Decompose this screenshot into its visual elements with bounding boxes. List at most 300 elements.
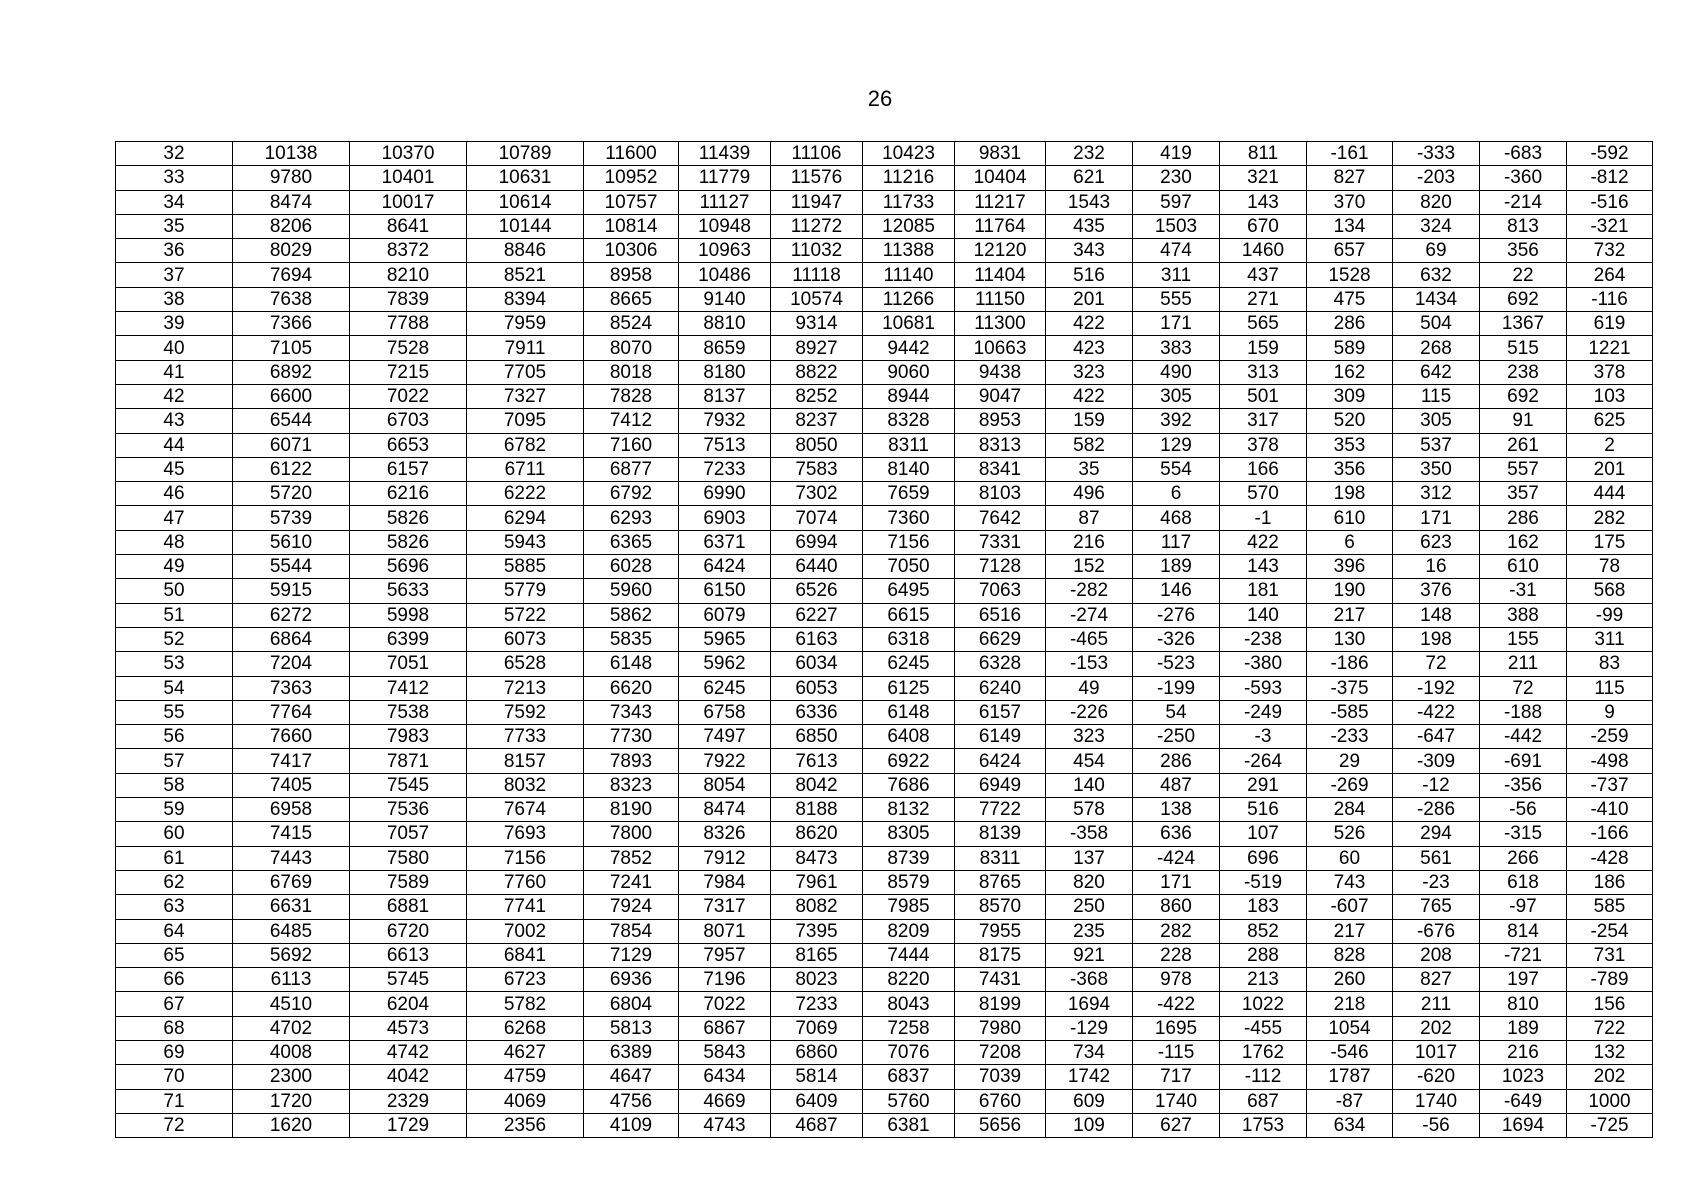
row-index-cell: 62 [116, 870, 233, 894]
row-index-cell: 33 [116, 166, 233, 190]
table-cell: 7659 [863, 482, 955, 506]
table-cell: 8659 [679, 336, 771, 360]
table-cell: 8311 [863, 433, 955, 457]
row-index-cell: 68 [116, 1016, 233, 1040]
table-cell: 201 [1046, 287, 1133, 311]
row-index-cell: 70 [116, 1065, 233, 1089]
row-index-cell: 61 [116, 846, 233, 870]
table-cell: 7002 [467, 919, 584, 943]
table-cell: 117 [1133, 530, 1220, 554]
table-cell: 6034 [771, 652, 863, 676]
table-cell: 230 [1133, 166, 1220, 190]
table-cell: 717 [1133, 1065, 1220, 1089]
table-cell: 202 [1393, 1016, 1480, 1040]
table-cell: 555 [1133, 287, 1220, 311]
table-cell: 350 [1393, 457, 1480, 481]
table-cell: 7105 [233, 336, 350, 360]
table-cell: 610 [1480, 555, 1567, 579]
table-cell: 7258 [863, 1016, 955, 1040]
table-cell: 129 [1133, 433, 1220, 457]
table-cell: 8474 [679, 798, 771, 822]
table-cell: -592 [1567, 142, 1653, 166]
table-cell: 6877 [584, 457, 679, 481]
table-cell: 7538 [350, 700, 467, 724]
row-index-cell: 60 [116, 822, 233, 846]
table-cell: 11388 [863, 239, 955, 263]
table-cell: -264 [1220, 749, 1307, 773]
table-cell: 6424 [955, 749, 1046, 773]
table-cell: 1694 [1480, 1113, 1567, 1137]
table-cell: 11106 [771, 142, 863, 166]
row-index-cell: 63 [116, 895, 233, 919]
table-cell: -23 [1393, 870, 1480, 894]
table-cell: -269 [1307, 773, 1393, 797]
table-cell: 565 [1220, 312, 1307, 336]
table-cell: 5814 [771, 1065, 863, 1089]
table-cell: -233 [1307, 725, 1393, 749]
table-cell: 8620 [771, 822, 863, 846]
table-cell: 6434 [679, 1065, 771, 1089]
table-cell: -721 [1480, 943, 1567, 967]
table-cell: 7583 [771, 457, 863, 481]
table-cell: 8822 [771, 360, 863, 384]
table-cell: -368 [1046, 968, 1133, 992]
table-cell: 8372 [350, 239, 467, 263]
table-cell: 4702 [233, 1016, 350, 1040]
table-cell: 820 [1393, 190, 1480, 214]
table-cell: 6528 [467, 652, 584, 676]
table-cell: -87 [1307, 1089, 1393, 1113]
table-cell: 6268 [467, 1016, 584, 1040]
table-cell: 6495 [863, 579, 955, 603]
table-cell: 140 [1220, 603, 1307, 627]
table-cell: 8071 [679, 919, 771, 943]
table-cell: 6294 [467, 506, 584, 530]
table-cell: 8311 [955, 846, 1046, 870]
table-cell: 130 [1307, 627, 1393, 651]
table-cell: 7893 [584, 749, 679, 773]
table-row [116, 482, 1653, 506]
table-cell: 7343 [584, 700, 679, 724]
table-cell: 8810 [679, 312, 771, 336]
table-cell: 8765 [955, 870, 1046, 894]
table-cell: 6994 [771, 530, 863, 554]
table-cell: 12120 [955, 239, 1046, 263]
table-cell: 260 [1307, 968, 1393, 992]
table-cell: 6113 [233, 968, 350, 992]
table-cell: 6216 [350, 482, 467, 506]
table-cell: 91 [1480, 409, 1567, 433]
table-cell: 8641 [350, 214, 467, 238]
table-cell: 7417 [233, 749, 350, 773]
table-cell: 115 [1393, 384, 1480, 408]
table-cell: 356 [1307, 457, 1393, 481]
table-cell: 828 [1307, 943, 1393, 967]
table-cell: 6804 [584, 992, 679, 1016]
table-cell: 8180 [679, 360, 771, 384]
table-cell: 8394 [467, 287, 584, 311]
table-cell: 357 [1480, 482, 1567, 506]
table-cell: 7839 [350, 287, 467, 311]
table-cell: 10789 [467, 142, 584, 166]
table-row [116, 700, 1653, 724]
table-cell: -129 [1046, 1016, 1133, 1040]
table-cell: 6240 [955, 676, 1046, 700]
table-cell: 1720 [233, 1089, 350, 1113]
row-index-cell: 42 [116, 384, 233, 408]
table-cell: 6245 [679, 676, 771, 700]
table-cell: 1528 [1307, 263, 1393, 287]
table-cell: 8739 [863, 846, 955, 870]
table-cell: 159 [1220, 336, 1307, 360]
table-cell: 5843 [679, 1040, 771, 1064]
table-cell: 6792 [584, 482, 679, 506]
table-cell: 6760 [955, 1089, 1046, 1113]
table-cell: 6850 [771, 725, 863, 749]
table-cell: -607 [1307, 895, 1393, 919]
row-index-cell: 38 [116, 287, 233, 311]
table-cell: 5998 [350, 603, 467, 627]
table-row [116, 822, 1653, 846]
table-cell: 8132 [863, 798, 955, 822]
table-cell: 35 [1046, 457, 1133, 481]
table-cell: 7156 [467, 846, 584, 870]
table-cell: 1694 [1046, 992, 1133, 1016]
table-cell: 10486 [679, 263, 771, 287]
table-cell: 11032 [771, 239, 863, 263]
table-cell: 6053 [771, 676, 863, 700]
table-cell: -585 [1307, 700, 1393, 724]
table-cell: 9060 [863, 360, 955, 384]
table-cell: 6272 [233, 603, 350, 627]
row-index-cell: 72 [116, 1113, 233, 1137]
table-cell: 6245 [863, 652, 955, 676]
table-cell: 734 [1046, 1040, 1133, 1064]
table-cell: 72 [1480, 676, 1567, 700]
table-cell: 10963 [679, 239, 771, 263]
table-cell: 7443 [233, 846, 350, 870]
table-cell: 202 [1567, 1065, 1653, 1089]
table-cell: 454 [1046, 749, 1133, 773]
table-cell: 8029 [233, 239, 350, 263]
table-cell: 7528 [350, 336, 467, 360]
table-cell: 216 [1480, 1040, 1567, 1064]
table-cell: 827 [1393, 968, 1480, 992]
table-cell: 6148 [863, 700, 955, 724]
table-cell: 487 [1133, 773, 1220, 797]
table-cell: -516 [1567, 190, 1653, 214]
table-cell: 1000 [1567, 1089, 1653, 1113]
table-cell: 619 [1567, 312, 1653, 336]
table-cell: 1740 [1393, 1089, 1480, 1113]
table-cell: 6711 [467, 457, 584, 481]
table-cell: 5745 [350, 968, 467, 992]
table-row [116, 943, 1653, 967]
table-cell: 813 [1480, 214, 1567, 238]
table-cell: 78 [1567, 555, 1653, 579]
table-cell: 7208 [955, 1040, 1046, 1064]
table-row [116, 166, 1653, 190]
table-cell: 6227 [771, 603, 863, 627]
table-cell: 5813 [584, 1016, 679, 1040]
table-cell: 8140 [863, 457, 955, 481]
table-cell: 625 [1567, 409, 1653, 433]
table-row [116, 603, 1653, 627]
table-cell: -620 [1393, 1065, 1480, 1089]
table-cell: 159 [1046, 409, 1133, 433]
table-cell: 6485 [233, 919, 350, 943]
table-cell: 827 [1307, 166, 1393, 190]
table-cell: 8018 [584, 360, 679, 384]
table-cell: 810 [1480, 992, 1567, 1016]
row-index-cell: 65 [116, 943, 233, 967]
table-cell: -188 [1480, 700, 1567, 724]
table-cell: 8157 [467, 749, 584, 773]
table-cell: 7076 [863, 1040, 955, 1064]
table-cell: -725 [1567, 1113, 1653, 1137]
table-cell: 189 [1133, 555, 1220, 579]
table-cell: 162 [1307, 360, 1393, 384]
table-cell: 7074 [771, 506, 863, 530]
table-cell: -691 [1480, 749, 1567, 773]
table-cell: 250 [1046, 895, 1133, 919]
table-cell: -274 [1046, 603, 1133, 627]
table-row [116, 1113, 1653, 1137]
table-cell: 520 [1307, 409, 1393, 433]
table-cell: 568 [1567, 579, 1653, 603]
table-row [116, 360, 1653, 384]
table-cell: 7545 [350, 773, 467, 797]
table-cell: -115 [1133, 1040, 1220, 1064]
table-cell: 437 [1220, 263, 1307, 287]
table-cell: 271 [1220, 287, 1307, 311]
table-cell: 8032 [467, 773, 584, 797]
table-cell: 7705 [467, 360, 584, 384]
table-cell: 311 [1133, 263, 1220, 287]
table-cell: 8206 [233, 214, 350, 238]
table-cell: 6631 [233, 895, 350, 919]
table-cell: 370 [1307, 190, 1393, 214]
table-cell: 137 [1046, 846, 1133, 870]
table-cell: 235 [1046, 919, 1133, 943]
table-cell: 8521 [467, 263, 584, 287]
table-cell: 392 [1133, 409, 1220, 433]
table-cell: 526 [1307, 822, 1393, 846]
table-cell: -203 [1393, 166, 1480, 190]
table-cell: -519 [1220, 870, 1307, 894]
table-row [116, 287, 1653, 311]
table-cell: 11127 [679, 190, 771, 214]
table-cell: 4627 [467, 1040, 584, 1064]
table-cell: 6958 [233, 798, 350, 822]
table-cell: 268 [1393, 336, 1480, 360]
table-cell: 7360 [863, 506, 955, 530]
table-cell: 5915 [233, 579, 350, 603]
table-cell: 7233 [771, 992, 863, 1016]
table-row [116, 652, 1653, 676]
table-cell: 7405 [233, 773, 350, 797]
table-cell: 7911 [467, 336, 584, 360]
table-cell: 6703 [350, 409, 467, 433]
table-cell: 5544 [233, 555, 350, 579]
row-index-cell: 52 [116, 627, 233, 651]
table-cell: -214 [1480, 190, 1567, 214]
row-index-cell: 54 [116, 676, 233, 700]
table-cell: 7730 [584, 725, 679, 749]
table-cell: 305 [1393, 409, 1480, 433]
table-cell: 516 [1046, 263, 1133, 287]
table-cell: 87 [1046, 506, 1133, 530]
row-index-cell: 64 [116, 919, 233, 943]
table-cell: 6841 [467, 943, 584, 967]
table-cell: 8188 [771, 798, 863, 822]
table-cell: 732 [1567, 239, 1653, 263]
table-cell: 7241 [584, 870, 679, 894]
table-cell: -593 [1220, 676, 1307, 700]
table-cell: 162 [1480, 530, 1567, 554]
table-cell: 156 [1567, 992, 1653, 1016]
table-cell: 8323 [584, 773, 679, 797]
table-cell: 692 [1480, 384, 1567, 408]
table-cell: 7415 [233, 822, 350, 846]
table-cell: 6990 [679, 482, 771, 506]
table-cell: 7022 [350, 384, 467, 408]
table-cell: 282 [1567, 506, 1653, 530]
table-cell: 7095 [467, 409, 584, 433]
table-cell: 378 [1567, 360, 1653, 384]
table-cell: 5962 [679, 652, 771, 676]
table-cell: 29 [1307, 749, 1393, 773]
table-row [116, 749, 1653, 773]
table-cell: 636 [1133, 822, 1220, 846]
table-cell: -161 [1307, 142, 1393, 166]
table-cell: 197 [1480, 968, 1567, 992]
row-index-cell: 50 [116, 579, 233, 603]
table-cell: 5835 [584, 627, 679, 651]
table-cell: -249 [1220, 700, 1307, 724]
table-cell: 7959 [467, 312, 584, 336]
table-cell: 396 [1307, 555, 1393, 579]
table-cell: 8313 [955, 433, 1046, 457]
table-cell: 6440 [771, 555, 863, 579]
table-cell: 321 [1220, 166, 1307, 190]
row-index-cell: 47 [116, 506, 233, 530]
table-cell: 22 [1480, 263, 1567, 287]
table-cell: 474 [1133, 239, 1220, 263]
table-row [116, 214, 1653, 238]
table-cell: 557 [1480, 457, 1567, 481]
table-cell: 10574 [771, 287, 863, 311]
table-cell: 8305 [863, 822, 955, 846]
table-cell: 201 [1567, 457, 1653, 481]
table-cell: -442 [1480, 725, 1567, 749]
table-cell: 5722 [467, 603, 584, 627]
table-cell: 1460 [1220, 239, 1307, 263]
table-cell: 6864 [233, 627, 350, 651]
table-cell: -812 [1567, 166, 1653, 190]
table-cell: -259 [1567, 725, 1653, 749]
table-cell: 5760 [863, 1089, 955, 1113]
table-cell: 7204 [233, 652, 350, 676]
table-cell: 570 [1220, 482, 1307, 506]
table-cell: 8958 [584, 263, 679, 287]
table-cell: 4042 [350, 1065, 467, 1089]
table-cell: 8175 [955, 943, 1046, 967]
table-cell: 107 [1220, 822, 1307, 846]
table-cell: 11764 [955, 214, 1046, 238]
table-cell: 10138 [233, 142, 350, 166]
table-cell: -647 [1393, 725, 1480, 749]
table-cell: 4756 [584, 1089, 679, 1113]
table-cell: 10952 [584, 166, 679, 190]
table-cell: -410 [1567, 798, 1653, 822]
table-cell: 8199 [955, 992, 1046, 1016]
table-cell: 7854 [584, 919, 679, 943]
table-cell: 7536 [350, 798, 467, 822]
table-cell: 7592 [467, 700, 584, 724]
table-cell: 8252 [771, 384, 863, 408]
table-cell: 7764 [233, 700, 350, 724]
table-cell: 7984 [679, 870, 771, 894]
table-cell: 60 [1307, 846, 1393, 870]
table-cell: 475 [1307, 287, 1393, 311]
table-cell: 10948 [679, 214, 771, 238]
table-cell: 10663 [955, 336, 1046, 360]
table-cell: -358 [1046, 822, 1133, 846]
table-cell: 8082 [771, 895, 863, 919]
table-cell: 7233 [679, 457, 771, 481]
table-cell: -56 [1480, 798, 1567, 822]
table-cell: 4742 [350, 1040, 467, 1064]
table-cell: 6157 [350, 457, 467, 481]
table-cell: 7213 [467, 676, 584, 700]
table-cell: 186 [1567, 870, 1653, 894]
table-cell: 1503 [1133, 214, 1220, 238]
table-cell: 378 [1220, 433, 1307, 457]
row-index-cell: 40 [116, 336, 233, 360]
table-cell: 7069 [771, 1016, 863, 1040]
table-cell: 109 [1046, 1113, 1133, 1137]
table-cell: 5633 [350, 579, 467, 603]
table-cell: 11217 [955, 190, 1046, 214]
table-cell: 8137 [679, 384, 771, 408]
table-cell: 5862 [584, 603, 679, 627]
table-cell: -309 [1393, 749, 1480, 773]
row-index-cell: 43 [116, 409, 233, 433]
table-cell: 313 [1220, 360, 1307, 384]
table-cell: -424 [1133, 846, 1220, 870]
table-cell: 5965 [679, 627, 771, 651]
table-cell: 696 [1220, 846, 1307, 870]
table-cell: -737 [1567, 773, 1653, 797]
table-cell: 356 [1480, 239, 1567, 263]
row-index-cell: 57 [116, 749, 233, 773]
table-cell: 6881 [350, 895, 467, 919]
table-cell: 8570 [955, 895, 1046, 919]
table-cell: 6336 [771, 700, 863, 724]
table-cell: 585 [1567, 895, 1653, 919]
row-index-cell: 56 [116, 725, 233, 749]
table-cell: 211 [1393, 992, 1480, 1016]
table-cell: 183 [1220, 895, 1307, 919]
table-cell: 218 [1307, 992, 1393, 1016]
table-cell: 286 [1307, 312, 1393, 336]
table-cell: 7828 [584, 384, 679, 408]
table-cell: 6600 [233, 384, 350, 408]
table-cell: 2356 [467, 1113, 584, 1137]
table-cell: -254 [1567, 919, 1653, 943]
table-cell: 7693 [467, 822, 584, 846]
